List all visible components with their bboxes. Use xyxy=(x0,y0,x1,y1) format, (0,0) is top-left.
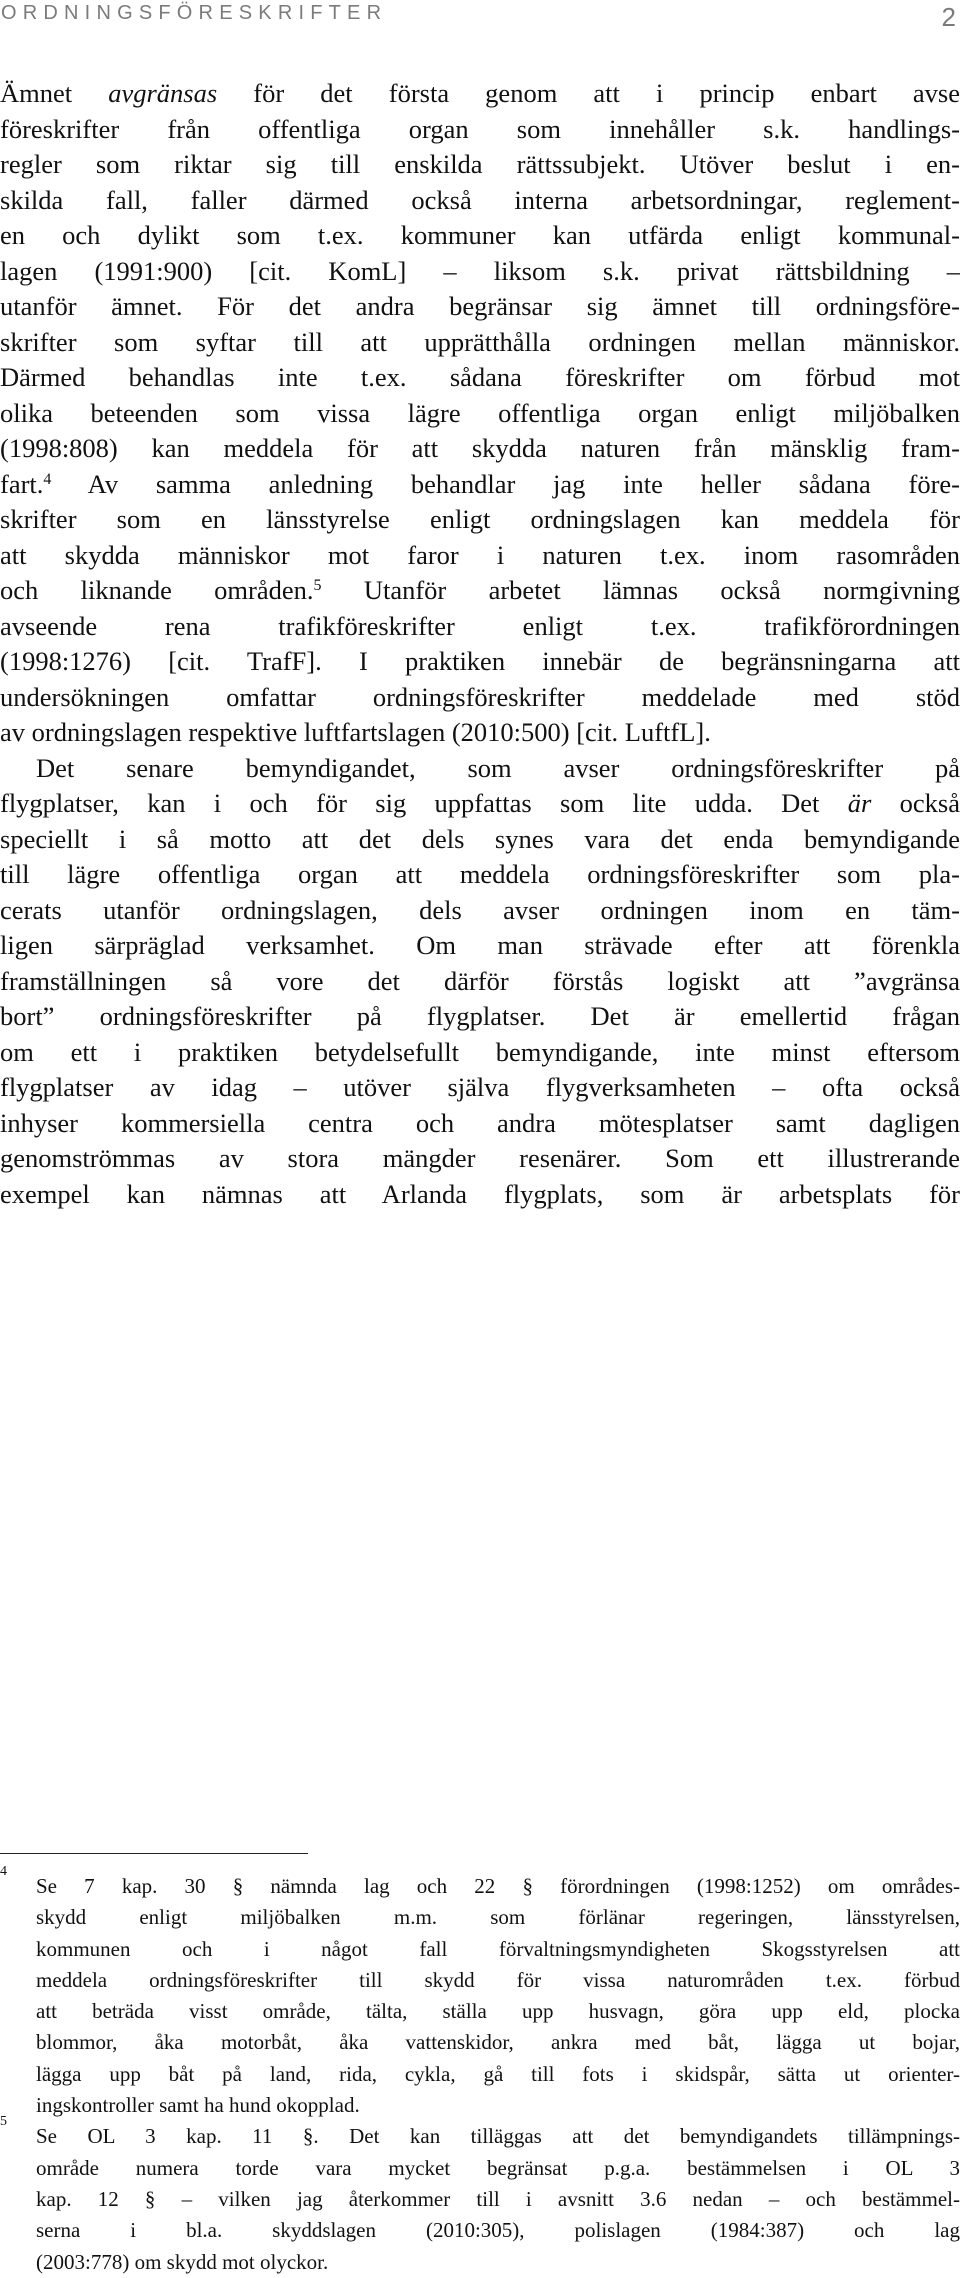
body-line: Ämnet avgränsas för det första genom att i princip enbart avse xyxy=(0,78,960,108)
body-line: flygplatser, kan i och för sig uppfattas som lite udda. Det är också xyxy=(0,788,960,818)
body-line: (1998:1276) [cit. TrafF]. I praktiken innebär de begränsningarna att xyxy=(0,646,960,676)
body-line: exempel kan nämnas att Arlanda flygplats, som är arbetsplats för xyxy=(0,1178,960,1209)
body-line: genomströmmas av stora mängder resenärer. Som ett illustrerande xyxy=(0,1143,960,1173)
body-line: (1998:808) kan meddela för att skydda naturen från mänsklig fram- xyxy=(0,433,960,463)
body-line: skilda fall, faller därmed också interna arbetsordningar, reglement- xyxy=(0,184,960,215)
footnote-marker: 4 xyxy=(0,1864,7,1879)
footnote-4 xyxy=(0,1864,960,2121)
footnote-line: Se OL 3 kap. 11 §. Det kan tilläggas att det bemyndigandets tillämpnings- xyxy=(36,2124,960,2149)
body-line: föreskrifter från offentliga organ som innehåller s.k. handlings- xyxy=(0,113,960,144)
body-line: ligen särpräglad verksamhet. Om man strävade efter att förenkla xyxy=(0,930,960,960)
footnote-line: ingskontroller samt ha hund okopplad. xyxy=(36,2093,360,2118)
body-line: inhyser kommersiella centra och andra mötesplatser samt dagligen xyxy=(0,1107,960,1138)
footnote-line: område numera torde vara mycket begränsat p.g.a. bestämmelsen i OL 3 xyxy=(36,2155,960,2180)
footnote-body xyxy=(36,2121,960,2277)
body-line: olika beteenden som vissa lägre offentliga organ enligt miljöbalken xyxy=(0,397,960,428)
footnote-separator xyxy=(0,1853,308,1854)
body-line: till lägre offentliga organ att meddela ordningsföreskrifter som pla- xyxy=(0,859,960,889)
body-line: skrifter som en länsstyrelse enligt ordningslagen kan meddela för xyxy=(0,504,960,534)
body-line: undersökningen omfattar ordningsföreskrifter meddelade med stöd xyxy=(0,681,960,712)
footnote-5 xyxy=(0,2114,960,2277)
emphasis-word: är xyxy=(847,788,872,818)
footnote-line: kap. 12 § – vilken jag återkommer till i avsnitt 3.6 nedan – och bestämmel- xyxy=(36,2186,960,2211)
body-line: en och dylikt som t.ex. kommuner kan utfärda enligt kommunal- xyxy=(0,220,960,250)
body-line: bort” ordningsföreskrifter på flygplatser. Det är emellertid frågan xyxy=(0,1001,960,1031)
body-line: regler som riktar sig till enskilda rättssubjekt. Utöver beslut i en- xyxy=(0,149,960,179)
footnote-line: att beträda visst område, tälta, ställa upp husvagn, göra upp eld, plocka xyxy=(36,1999,960,2024)
body-line: Därmed behandlas inte t.ex. sådana föreskrifter om förbud mot xyxy=(0,362,960,392)
page-number: 2 xyxy=(941,2,956,32)
footnote-line: skydd enligt miljöbalken m.m. som förlänar regeringen, länsstyrelsen, xyxy=(36,1905,960,1930)
body-line: lagen (1991:900) [cit. KomL] – liksom s.k. privat rättsbildning – xyxy=(0,255,960,286)
footnote-line: Se 7 kap. 30 § nämnda lag och 22 § förordningen (1998:1252) om områdes- xyxy=(36,1874,960,1898)
body-line: av ordningslagen respektive luftfartslagen (2010:500) [cit. LuftfL]. xyxy=(0,717,711,747)
footnote-line: lägga upp båt på land, rida, cykla, gå till fots i skidspår, sätta ut orienter- xyxy=(36,2061,960,2086)
body-line: cerats utanför ordningslagen, dels avser ordningen inom en täm- xyxy=(0,894,960,925)
footnote-line: serna i bl.a. skyddslagen (2010:305), polislagen (1984:387) och lag xyxy=(36,2218,960,2243)
footnote-reference-5[interactable]: 5 xyxy=(313,577,322,594)
body-line: skrifter som syftar till att upprätthålla ordningen mellan människor. xyxy=(0,326,960,357)
body-text xyxy=(0,76,960,1212)
body-line: framställningen så vore det därför förstås logiskt att ”avgränsa xyxy=(0,965,960,996)
footnote-line: (2003:778) om skydd mot olyckor. xyxy=(36,2249,329,2274)
body-line: om ett i praktiken betydelsefullt bemyndigande, inte minst eftersom xyxy=(0,1036,960,1067)
body-line: avseende rena trafikföreskrifter enligt t.ex. trafikförordningen xyxy=(0,610,960,641)
footnote-body xyxy=(36,1871,960,2121)
footnote-line: kommunen och i något fall förvaltningsmyndigheten Skogsstyrelsen att xyxy=(36,1936,960,1961)
footnote-line: meddela ordningsföreskrifter till skydd för vissa naturområden t.ex. förbud xyxy=(36,1967,960,1992)
footnote-reference-4[interactable]: 4 xyxy=(43,470,52,488)
footnote-line: blommor, åka motorbåt, åka vattenskidor, ankra med båt, lägga ut bojar, xyxy=(36,2030,960,2055)
footnotes xyxy=(0,1864,960,2278)
running-header xyxy=(0,0,960,40)
body-line: Det senare bemyndigandet, som avser ordningsföreskrifter på xyxy=(36,752,960,783)
body-line: och liknande områden.$^5$ Utanför arbetet lämnas också normgivning xyxy=(0,575,960,605)
body-line: speciellt i så motto att det dels synes vara det enda bemyndigande xyxy=(0,823,960,854)
running-header-title: ORDNINGSFÖRESKRIFTER xyxy=(1,2,388,24)
body-line: fart.$^4$ Av samma anledning behandlar jag inte heller sådana före- xyxy=(0,468,960,499)
body-line: att skydda människor mot faror i naturen t.ex. inom rasområden xyxy=(0,539,960,570)
footnote-marker: 5 xyxy=(0,2114,7,2130)
body-line: utanför ämnet. För det andra begränsar sig ämnet till ordningsföre- xyxy=(0,291,960,321)
body-line: flygplatser av idag – utöver själva flygverksamheten – ofta också xyxy=(0,1072,960,1102)
emphasis-word: avgränsas xyxy=(108,78,218,108)
